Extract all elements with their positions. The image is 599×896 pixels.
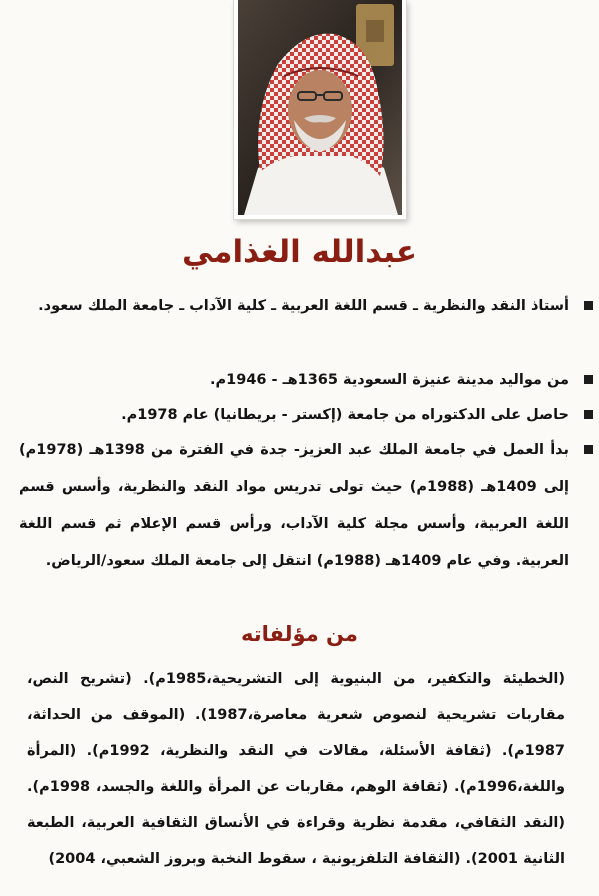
square-bullet-icon [584,301,593,310]
portrait-photo [234,0,406,219]
person-name: عبدالله الغذامي [181,234,418,270]
square-bullet-icon [584,375,593,384]
square-bullet-icon [584,410,593,419]
bio-item [19,362,569,397]
bio-item-text: بدأ العمل في جامعة الملك عبد العزيز- جدة في الفترة من 1398هـ (1978م) إلى 1409هـ (1988م) حيث تولى تدريس مواد النقد والنظرية، وأسس قسم اللغة العربية، وأسس مجلة كلية الآداب، ورأس قسم الإعلام ثم قسم اللغة العربية. وفي عام 1409هـ (1988م) انتقل إلى جامعة الملك سعود/الرياض. [19,442,570,569]
square-bullet-icon [584,445,593,454]
works-heading: من مؤلفاته [241,622,358,646]
bio-item [19,288,569,362]
portrait-image [238,0,402,215]
bio-item [19,432,569,580]
works-paragraph: (الخطيئة والتكفير، من البنيوية إلى التشريحية،1985م). (تشريح النص، مقاربات تشريحية لنصوص شعرية معاصرة،1987). (الموقف من الحداثة، 1987م). (ثقافة الأسئلة، مقالات في النقد والنظرية، 1992م). (المرأة واللغة،1996م). (ثقافة الوهم، مقاربات عن المرأة واللغة والجسد، 1998م). (النقد الثقافي، مقدمة نظرية وقراءة في الأنساق الثقافية العربية، الطبعة الثانية 2001). (الثقافة التلفزيونية ، سقوط النخبة وبروز الشعبي، 2004) [27,671,565,867]
bio-item-text: حاصل على الدكتوراه من جامعة (إكستر - بريطانيا) عام 1978م. [121,407,569,423]
bio-item-text: من مواليد مدينة عنيزة السعودية 1365هـ - 1946م. [210,372,569,388]
bio-item-text: أستاذ النقد والنظرية ـ قسم اللغة العربية ـ كلية الآداب ـ جامعة الملك سعود. [38,298,569,314]
bio-item [19,397,569,432]
biography-list [19,288,569,580]
